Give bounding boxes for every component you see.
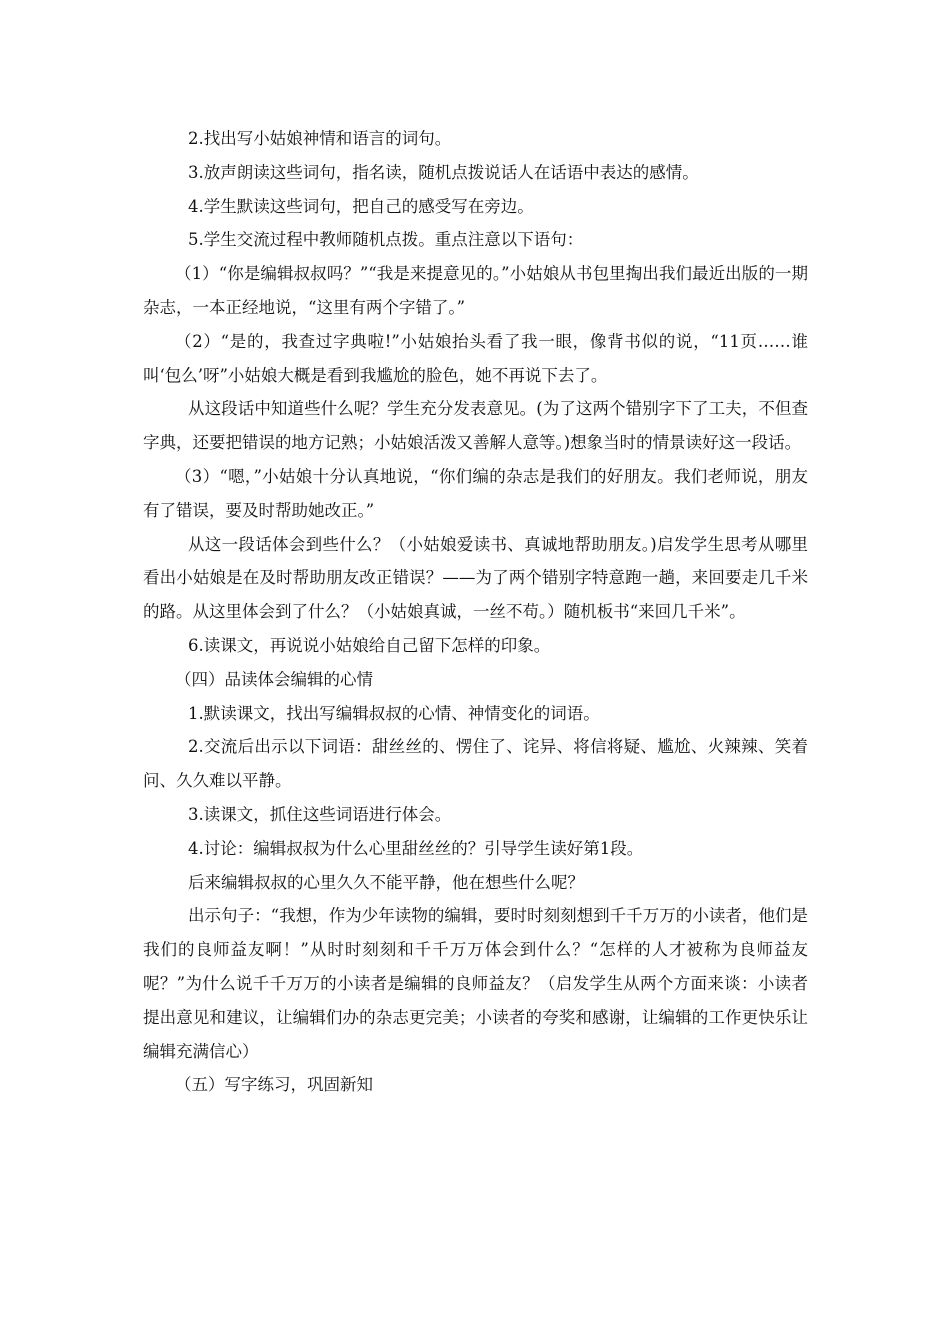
- paragraph: 1.默读课文，找出写编辑叔叔的心情、神情变化的词语。: [188, 703, 600, 723]
- paragraph: 从这一段话体会到些什么？（小姑娘爱读书、真诚地帮助朋友。)启发学生思考从哪里看出小姑娘是在及时帮助朋友改正错误？——为了两个错别字特意跑一趟，来回要走几千米的路。从这里体会到了什么？（小姑娘真诚，一丝不苟。）随机板书“来回几千米”。: [143, 534, 808, 622]
- paragraph: （1）“你是编辑叔叔吗？”“我是来提意见的。”小姑娘从书包里掏出我们最近出版的一期杂志，一本正经地说，“这里有两个字错了。”: [143, 264, 808, 317]
- paragraph: 从这段话中知道些什么呢？学生充分发表意见。(为了这两个错别字下了工夫，不但查字典，还要把错误的地方记熟；小姑娘活泼又善解人意等。)想象当时的情景读好这一段话。: [143, 399, 808, 453]
- paragraph: 2.找出写小姑娘神情和语言的词句。: [188, 129, 452, 148]
- paragraph: 后来编辑叔叔的心里久久不能平静，他在想些什么呢？: [188, 872, 584, 892]
- section-heading: （四）品读体会编辑的心情: [175, 669, 373, 689]
- paragraph: 5.学生交流过程中教师随机点拨。重点注意以下语句：: [188, 230, 584, 250]
- paragraph: 2.交流后出示以下词语：甜丝丝的、愣住了、诧异、将信将疑、尴尬、火辣辣、笑着问、久久难以平静。: [143, 737, 808, 791]
- paragraph: 出示句子：“我想，作为少年读物的编辑，要时时刻刻想到千千万万的小读者，他们是我们的良师益友啊！”从时时刻刻和千千万万体会到什么？“怎样的人才被称为良师益友呢？”为什么说千千万万的小读者是编辑的良师益友？（启发学生从两个方面来谈：小读者提出意见和建议，让编辑们办的杂志更完美；小读者的夸奖和感谢，让编辑的工作更快乐让编辑充满信心）: [143, 906, 808, 1061]
- paragraph: （2）“是的，我查过字典啦!”小姑娘抬头看了我一眼，像背书似的说，“11页……谁叫‘包么’呀”小姑娘大概是看到我尴尬的脸色，她不再说下去了。: [143, 331, 808, 385]
- paragraph: （3）“嗯，”小姑娘十分认真地说，“你们编的杂志是我们的好朋友。我们老师说，朋友有了错误，要及时帮助她改正。”: [143, 466, 808, 520]
- document-body: [143, 122, 808, 1102]
- paragraph: 3.读课文，抓住这些词语进行体会。: [188, 804, 452, 824]
- paragraph: 3.放声朗读这些词句，指名读，随机点拨说话人在话语中表达的感情。: [188, 162, 699, 182]
- paragraph: 4.学生默读这些词句，把自己的感受写在旁边。: [188, 196, 534, 216]
- section-heading: （五）写字练习，巩固新知: [175, 1075, 373, 1095]
- paragraph: 6.读课文，再说说小姑娘给自己留下怎样的印象。: [188, 635, 551, 655]
- paragraph: 4.讨论：编辑叔叔为什么心里甜丝丝的？引导学生读好第1段。: [188, 838, 644, 858]
